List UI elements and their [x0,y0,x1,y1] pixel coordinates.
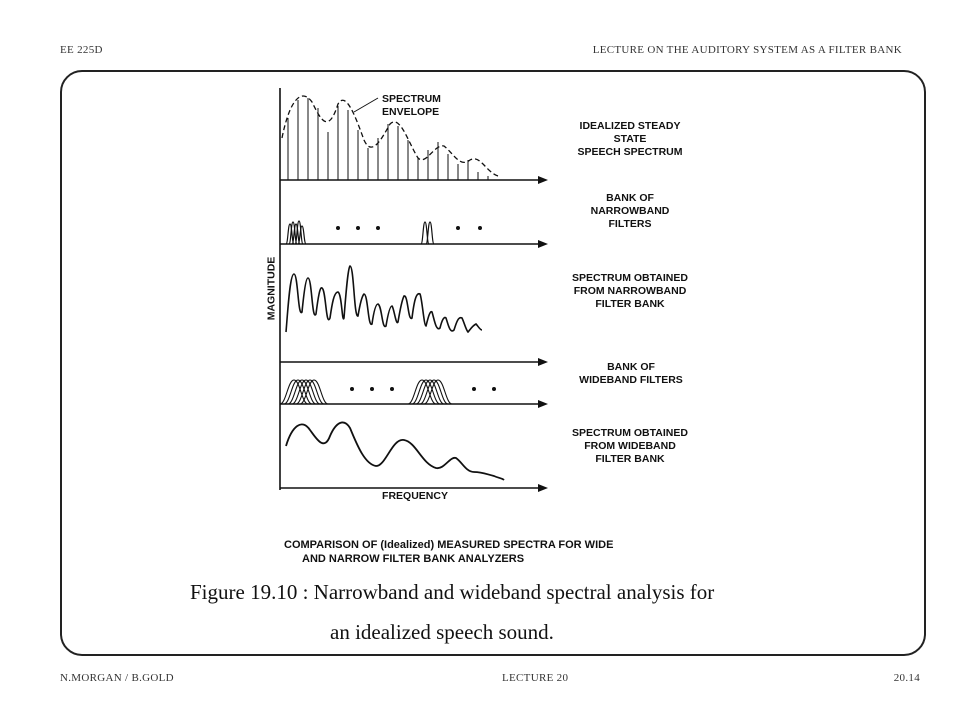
figure-caption-line-2: an idealized speech sound. [330,620,554,644]
inner-caption-line-1: COMPARISON OF (Idealized) MEASURED SPECTRA FOR WIDE [284,539,614,551]
wideband-spectrum [286,422,504,480]
footer-authors: N.MORGAN / B.GOLD [60,672,174,684]
header-course: EE 225D [60,44,103,56]
narrowband-filters [286,221,434,244]
figure-caption-line-1: Figure 19.10 : Narrowband and wideband spectral analysis for [190,580,715,604]
inner-caption-line-2: AND NARROW FILTER BANK ANALYZERS [302,553,525,565]
footer-lecture-number: LECTURE 20 [502,672,569,684]
inner-figure-caption [284,538,704,566]
panel-label-3: SPECTRUM OBTAINED FROM NARROWBAND FILTER BANK [572,272,688,310]
frequency-axis-label: FREQUENCY [382,490,448,502]
spectrum-envelope-annotation: SPECTRUM ENVELOPE [382,93,441,118]
panel-label-1: IDEALIZED STEADY STATE SPEECH SPECTRUM [577,120,683,158]
footer-page-number: 20.14 [893,672,920,684]
narrowband-spectrum [286,266,482,332]
wideband-filters [280,380,452,404]
header-lecture-title: LECTURE ON THE AUDITORY SYSTEM AS A FILTER BANK [592,44,902,56]
panel-label-5: SPECTRUM OBTAINED FROM WIDEBAND FILTER BANK [572,427,688,465]
panel-label-4: BANK OF WIDEBAND FILTERS [579,361,683,386]
magnitude-axis-label: MAGNITUDE [265,256,278,321]
panel-label-2: BANK OF NARROWBAND FILTERS [590,192,670,230]
